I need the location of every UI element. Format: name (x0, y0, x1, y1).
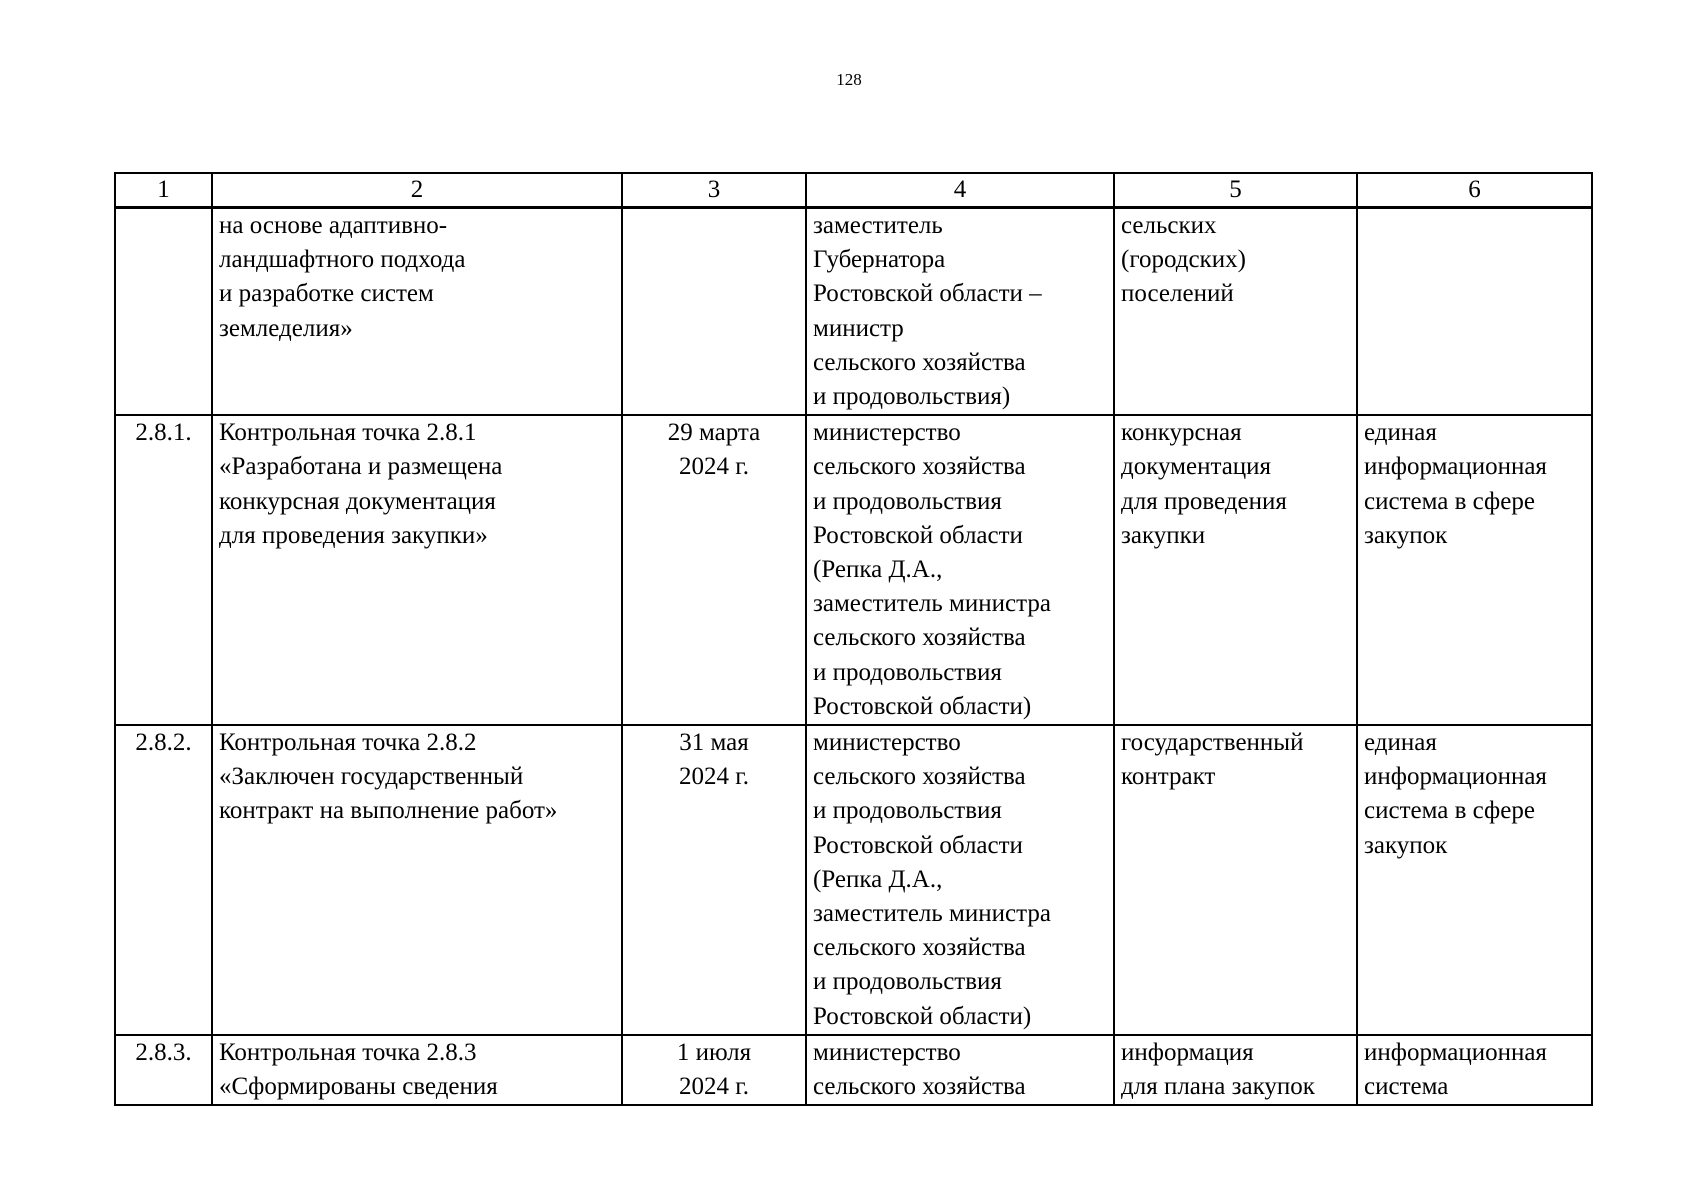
table-header-row (115, 173, 1592, 208)
control-points-table (114, 172, 1593, 1106)
row-document-cell: конкурсная документация для проведения закупки (1114, 415, 1357, 725)
row-document-cell: государственный контракт (1114, 725, 1357, 1035)
row-number-cell: 2.8.3. (115, 1035, 212, 1105)
row-responsible-cell: заместитель Губернатора Ростовской области – министр сельского хозяйства и продовольствия) (806, 208, 1114, 416)
row-responsible-cell: министерство сельского хозяйства и продовольствия Ростовской области (Репка Д.А., заместитель министра сельского хозяйства и продовольствия Ростовской области) (806, 725, 1114, 1035)
row-document-cell: информация для плана закупок (1114, 1035, 1357, 1105)
row-date-cell: 1 июля 2024 г. (622, 1035, 806, 1105)
row-number-cell (115, 208, 212, 416)
column-header: 5 (1114, 173, 1357, 208)
row-system-cell: информационная система (1357, 1035, 1592, 1105)
row-name-cell: Контрольная точка 2.8.2 «Заключен государственный контракт на выполнение работ» (212, 725, 622, 1035)
row-name-cell: на основе адаптивно- ландшафтного подхода и разработке систем земледелия» (212, 208, 622, 416)
row-name-cell: Контрольная точка 2.8.3 «Сформированы сведения (212, 1035, 622, 1105)
page-number: 128 (836, 70, 862, 89)
row-date-cell: 31 мая 2024 г. (622, 725, 806, 1035)
row-name-cell: Контрольная точка 2.8.1 «Разработана и размещена конкурсная документация для проведения закупки» (212, 415, 622, 725)
row-responsible-cell: министерство сельского хозяйства (806, 1035, 1114, 1105)
row-date-cell: 29 марта 2024 г. (622, 415, 806, 725)
table-row (115, 415, 1592, 725)
column-header: 3 (622, 173, 806, 208)
row-number-cell: 2.8.1. (115, 415, 212, 725)
table-row (115, 208, 1592, 416)
column-header: 6 (1357, 173, 1592, 208)
row-system-cell: единая информационная система в сфере закупок (1357, 415, 1592, 725)
row-system-cell: единая информационная система в сфере закупок (1357, 725, 1592, 1035)
column-header: 4 (806, 173, 1114, 208)
row-responsible-cell: министерство сельского хозяйства и продовольствия Ростовской области (Репка Д.А., заместитель министра сельского хозяйства и продовольствия Ростовской области) (806, 415, 1114, 725)
column-header: 2 (212, 173, 622, 208)
row-document-cell: сельских (городских) поселений (1114, 208, 1357, 416)
table-row (115, 725, 1592, 1035)
row-number-cell: 2.8.2. (115, 725, 212, 1035)
row-system-cell (1357, 208, 1592, 416)
column-header: 1 (115, 173, 212, 208)
row-date-cell (622, 208, 806, 416)
table-row (115, 1035, 1592, 1105)
